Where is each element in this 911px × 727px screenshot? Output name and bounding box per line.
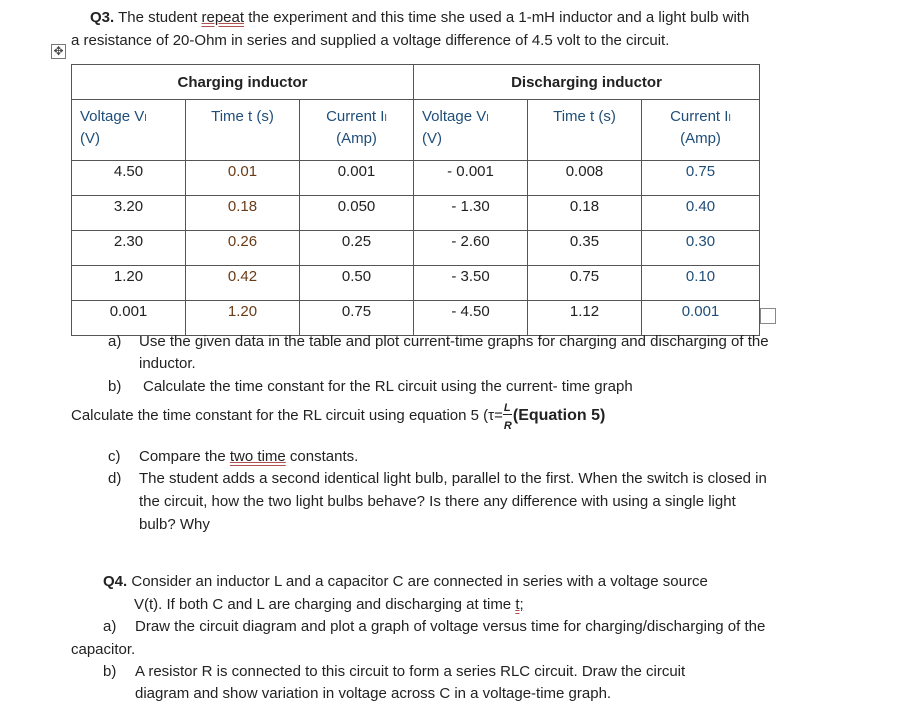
part-c-label: c) — [108, 448, 121, 465]
q4-label: Q4. — [103, 573, 128, 590]
part-b-label: b) — [108, 378, 122, 395]
part-d-line2: the circuit, how the two light bulbs behave? Is there any difference with using a single light — [139, 493, 736, 510]
discharging-title: Discharging inductor — [414, 65, 760, 100]
col-header-voltage-charging: Voltage Vₗ (V) — [72, 100, 186, 161]
table-row: 3.20 0.18 0.050 - 1.30 0.18 0.40 — [72, 196, 760, 231]
data-table — [71, 64, 760, 336]
q4-part-a-label: a) — [103, 618, 117, 635]
col-header-current-discharging: Current Iₗ (Amp) — [642, 100, 760, 161]
fraction-denominator: R — [503, 420, 512, 433]
q4-part-b-line1: A resistor R is connected to this circuit to form a series RLC circuit. Draw the circuit — [135, 663, 686, 680]
col-header-time-charging: Time t (s) — [186, 100, 300, 161]
table-title-row — [72, 65, 760, 100]
col-header-time-discharging: Time t (s) — [528, 100, 642, 161]
q4-part-a-line1: Draw the circuit diagram and plot a graph of voltage versus time for charging/discharging of the — [135, 618, 766, 635]
column-header-row — [72, 100, 760, 161]
col-header-current-charging: Current Iₗ (Amp) — [300, 100, 414, 161]
table-row: 1.20 0.42 0.50 - 3.50 0.75 0.10 — [72, 266, 760, 301]
part-d-line3: bulb? Why — [139, 516, 210, 533]
q3-label: Q3. — [90, 9, 115, 26]
q4-part-b-line2: diagram and show variation in voltage across C in a voltage-time graph. — [135, 685, 612, 702]
fraction-numerator: L — [503, 402, 511, 415]
q4-part-b-label: b) — [103, 663, 117, 680]
col-header-voltage-discharging: Voltage Vₗ (V) — [414, 100, 528, 161]
q3-line2: a resistance of 20-Ohm in series and supplied a voltage difference of 4.5 volt to the circuit. — [71, 32, 670, 49]
q4-part-a-line2: capacitor. — [71, 641, 136, 658]
calc-equation-line: Calculate the time constant for the RL circuit using equation 5 (τ= $\frac{L}{R}$ (Equation 5) — [71, 405, 605, 427]
part-a-label: a) — [108, 333, 122, 350]
q4-line2: V(t). If both C and L are charging and discharging at time t; — [134, 596, 524, 613]
q4-line1: Q4. Consider an inductor L and a capacitor C are connected in series with a voltage source — [103, 573, 708, 590]
part-d-line1: The student adds a second identical light bulb, parallel to the first. When the switch is closed in — [139, 470, 767, 487]
part-a-line2: inductor. — [139, 355, 196, 372]
table-row: 4.50 0.01 0.001 - 0.001 0.008 0.75 — [72, 161, 760, 196]
part-a-line1: Use the given data in the table and plot current-time graphs for charging and discharging of the — [139, 333, 769, 350]
table-row: 0.001 1.20 0.75 - 4.50 1.12 0.001 — [72, 301, 760, 336]
table-move-handle-icon[interactable]: ✥ — [51, 44, 66, 59]
part-b-text: Calculate the time constant for the RL circuit using the current- time graph — [143, 378, 633, 395]
part-c-text: Compare the two time constants. — [139, 448, 359, 465]
table-row: 2.30 0.26 0.25 - 2.60 0.35 0.30 — [72, 231, 760, 266]
equation-label: (Equation 5) — [512, 407, 606, 424]
charging-title: Charging inductor — [72, 65, 414, 100]
q3-line1: Q3. The student repeat the experiment and this time she used a 1-mH inductor and a light bulb with — [90, 9, 750, 26]
checkbox[interactable] — [760, 308, 776, 324]
part-d-label: d) — [108, 470, 122, 487]
